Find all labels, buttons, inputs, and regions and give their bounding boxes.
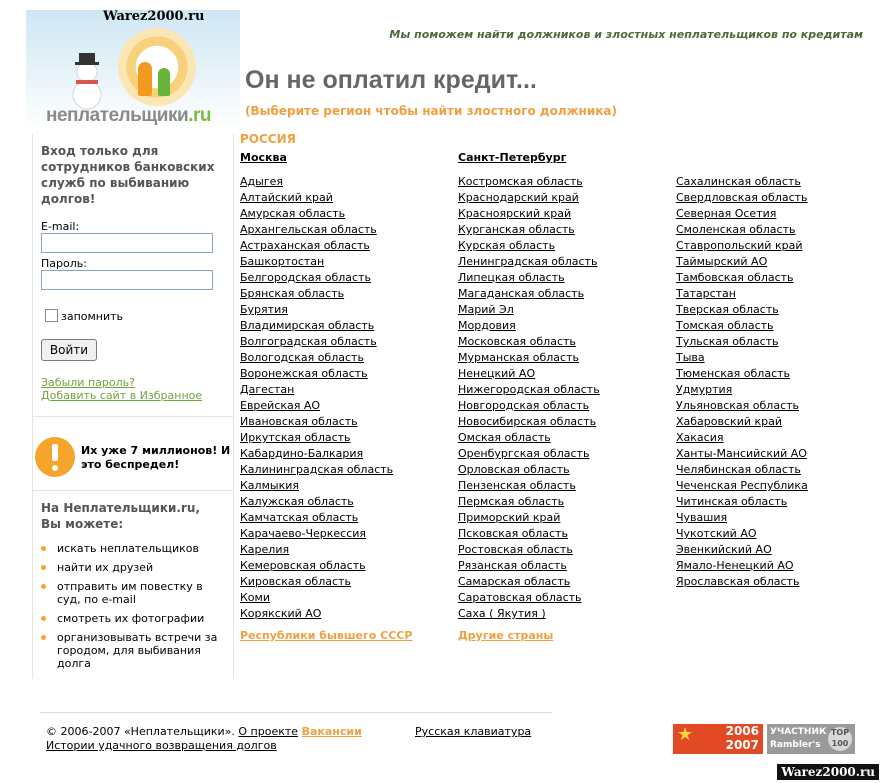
region-link[interactable]: Орловская область xyxy=(458,463,570,476)
region-link[interactable]: Пензенская область xyxy=(458,479,576,492)
feature-item: организовывать встречи за городом, для выбивания долга xyxy=(41,631,229,670)
warning-icon xyxy=(35,437,75,477)
login-button[interactable]: Войти xyxy=(41,339,97,361)
region-link[interactable]: Челябинская область xyxy=(676,463,801,476)
feature-item: найти их друзей xyxy=(41,561,229,574)
tagline: Мы поможем найти должников и злостных неплательщиков по кредитам xyxy=(389,28,863,41)
logo-person-icon xyxy=(158,68,170,96)
region-link[interactable]: Тюменская область xyxy=(676,367,791,380)
region-link[interactable]: Ставропольский край xyxy=(676,239,803,252)
region-link[interactable]: Кабардино-Балкария xyxy=(240,447,364,460)
feature-item: искать неплательщиков xyxy=(41,542,229,555)
region-link[interactable]: Псковская область xyxy=(458,527,568,540)
region-link[interactable]: Пермская область xyxy=(458,495,565,508)
region-link[interactable]: Еврейская АО xyxy=(240,399,321,412)
region-link[interactable]: Камчатская область xyxy=(240,511,359,524)
region-link[interactable]: Мордовия xyxy=(458,319,516,332)
region-link[interactable]: Воронежская область xyxy=(240,367,368,380)
password-label: Пароль: xyxy=(41,257,87,270)
warning-text: Их уже 7 миллионов! И это беспредел! xyxy=(81,444,231,471)
region-link[interactable]: Ивановская область xyxy=(240,415,358,428)
region-link[interactable]: Коми xyxy=(240,591,270,604)
feature-item: смотреть их фотографии xyxy=(41,612,229,625)
footer-divider xyxy=(40,712,552,713)
top100-icon: TOP 100 xyxy=(828,727,852,751)
region-link[interactable]: Свердловская область xyxy=(676,191,808,204)
snowman-icon xyxy=(62,50,112,110)
region-link[interactable]: Северная Осетия xyxy=(676,207,777,220)
region-link-moscow[interactable]: Москва xyxy=(240,151,287,164)
region-link[interactable]: Липецкая область xyxy=(458,271,565,284)
region-link[interactable]: Ростовская область xyxy=(458,543,573,556)
region-link[interactable]: Астраханская область xyxy=(240,239,370,252)
watermark-bottom: Warez2000.ru xyxy=(777,764,879,780)
region-link[interactable]: Курская область xyxy=(458,239,556,252)
region-link[interactable]: Эвенкийский АО xyxy=(676,543,772,556)
region-link[interactable]: Рязанская область xyxy=(458,559,567,572)
region-link[interactable]: Чеченская Республика xyxy=(676,479,808,492)
region-link[interactable]: Башкортостан xyxy=(240,255,325,268)
region-link[interactable]: Тыва xyxy=(676,351,705,364)
region-link[interactable]: Курганская область xyxy=(458,223,575,236)
region-link[interactable]: Белгородская область xyxy=(240,271,371,284)
region-section-title: РОССИЯ xyxy=(240,132,296,146)
region-link[interactable]: Хакасия xyxy=(676,431,724,444)
footer-copyright xyxy=(46,725,362,738)
region-link[interactable]: Приморский край xyxy=(458,511,561,524)
region-link[interactable]: Новгородская область xyxy=(458,399,590,412)
region-link[interactable]: Амурская область xyxy=(240,207,346,220)
region-link[interactable]: Московская область xyxy=(458,335,576,348)
region-link[interactable]: Ямало-Ненецкий АО xyxy=(676,559,794,572)
rambler-top100-badge[interactable]: УЧАСТНИК Rambler's TOP 100 xyxy=(767,724,855,754)
region-link-spb[interactable]: Санкт-Петербург xyxy=(458,151,567,164)
region-column-3 xyxy=(676,150,808,590)
page-title: Он не оплатил кредит... xyxy=(245,66,537,94)
former-ussr-link[interactable]: Республики бывшего СССР xyxy=(240,629,413,642)
site-logo[interactable] xyxy=(26,10,240,128)
region-column-2 xyxy=(458,150,600,642)
features-title: На Неплательщики.ru, Вы можете: xyxy=(41,501,200,531)
region-link[interactable]: Кировская область xyxy=(240,575,351,588)
region-link[interactable]: Владимирская область xyxy=(240,319,375,332)
region-link[interactable]: Корякский АО xyxy=(240,607,322,620)
region-link[interactable]: Калмыкия xyxy=(240,479,299,492)
region-link[interactable]: Томская область xyxy=(676,319,774,332)
region-link[interactable]: Иркутская область xyxy=(240,431,351,444)
logo-sun-graphic xyxy=(118,28,196,106)
region-link[interactable]: Вологодская область xyxy=(240,351,364,364)
logo-person-icon xyxy=(138,62,152,96)
region-link[interactable]: Удмуртия xyxy=(676,383,733,396)
remember-checkbox-row[interactable] xyxy=(45,309,123,323)
region-link[interactable]: Ульяновская область xyxy=(676,399,800,412)
forgot-password-link[interactable]: Забыли пароль? xyxy=(41,376,135,389)
region-link[interactable]: Дагестан xyxy=(240,383,295,396)
email-field[interactable] xyxy=(41,233,213,253)
russian-keyboard-link[interactable]: Русская клавиатура xyxy=(415,725,532,738)
region-link[interactable]: Карачаево-Черкессия xyxy=(240,527,367,540)
page-subtitle: (Выберите регион чтобы найти злостного должника) xyxy=(245,104,617,118)
region-link[interactable]: Бурятия xyxy=(240,303,288,316)
logo-brand-text: неплательщики.ru xyxy=(46,105,211,126)
remember-label: запомнить xyxy=(61,310,124,323)
region-link[interactable]: Таймырский АО xyxy=(676,255,768,268)
region-link[interactable]: Карелия xyxy=(240,543,290,556)
region-link[interactable]: Красноярский край xyxy=(458,207,572,220)
remember-checkbox[interactable] xyxy=(45,309,58,322)
region-link[interactable]: Калининградская область xyxy=(240,463,394,476)
sidebar xyxy=(32,134,234,679)
copyright-text: © 2006-2007 «Неплательщики». xyxy=(46,725,235,738)
region-link[interactable]: Ленинградская область xyxy=(458,255,598,268)
region-column-1 xyxy=(240,150,412,642)
password-field[interactable] xyxy=(41,270,213,290)
region-link[interactable]: Омская область xyxy=(458,431,551,444)
region-link[interactable]: Краснодарский край xyxy=(458,191,579,204)
other-countries-link[interactable]: Другие страны xyxy=(458,629,554,642)
region-link[interactable]: Магаданская область xyxy=(458,287,585,300)
region-link[interactable]: Ярославская область xyxy=(676,575,800,588)
watermark-top: Warez2000.ru xyxy=(103,10,205,24)
region-link[interactable]: Ханты-Мансийский АО xyxy=(676,447,807,460)
vacancies-link[interactable]: Вакансии xyxy=(301,725,362,738)
region-link[interactable]: Нижегородская область xyxy=(458,383,600,396)
sidebar-divider xyxy=(33,490,233,491)
region-link[interactable]: Волгоградская область xyxy=(240,335,377,348)
add-favorites-link[interactable]: Добавить сайт в Избранное xyxy=(41,389,203,402)
badge-logo-icon: ★ xyxy=(677,724,694,745)
region-link[interactable]: Татарстан xyxy=(676,287,736,300)
region-link[interactable]: Алтайский край xyxy=(240,191,333,204)
region-link[interactable]: Хабаровский край xyxy=(676,415,782,428)
region-link[interactable]: Саха ( Якутия ) xyxy=(458,607,546,620)
feature-item: отправить им повестку в суд, по e-mail xyxy=(41,580,229,606)
region-link[interactable]: Самарская область xyxy=(458,575,571,588)
region-link[interactable]: Кемеровская область xyxy=(240,559,366,572)
region-link[interactable]: Оренбургская область xyxy=(458,447,590,460)
region-link[interactable]: Тверская область xyxy=(676,303,779,316)
features-list xyxy=(41,542,229,676)
region-link[interactable]: Чувашия xyxy=(676,511,728,524)
region-link[interactable]: Брянская область xyxy=(240,287,345,300)
sidebar-divider xyxy=(33,416,233,417)
region-link[interactable]: Архангельская область xyxy=(240,223,377,236)
region-link[interactable]: Новосибирская область xyxy=(458,415,597,428)
region-link[interactable]: Сахалинская область xyxy=(676,175,801,188)
region-link[interactable]: Читинская область xyxy=(676,495,788,508)
email-label: E-mail: xyxy=(41,220,80,233)
login-title: Вход только для сотрудников банковских служб по выбиванию долгов! xyxy=(41,144,215,206)
region-link[interactable]: Смоленская область xyxy=(676,223,796,236)
region-link[interactable]: Калужская область xyxy=(240,495,354,508)
region-link[interactable]: Мурманская область xyxy=(458,351,579,364)
region-link[interactable]: Ненецкий АО xyxy=(458,367,536,380)
region-link[interactable]: Саратовская область xyxy=(458,591,582,604)
region-link[interactable]: Тамбовская область xyxy=(676,271,794,284)
success-stories-link[interactable]: Истории удачного возвращения долгов xyxy=(46,739,277,752)
region-link[interactable]: Костромская область xyxy=(458,175,583,188)
region-link[interactable]: Тульская область xyxy=(676,335,779,348)
about-link[interactable]: О проекте xyxy=(238,725,299,738)
region-link[interactable]: Марий Эл xyxy=(458,303,514,316)
region-link[interactable]: Адыгея xyxy=(240,175,283,188)
region-link[interactable]: Чукотский АО xyxy=(676,527,757,540)
years-badge[interactable]: ★ 2006 2007 xyxy=(673,724,763,754)
